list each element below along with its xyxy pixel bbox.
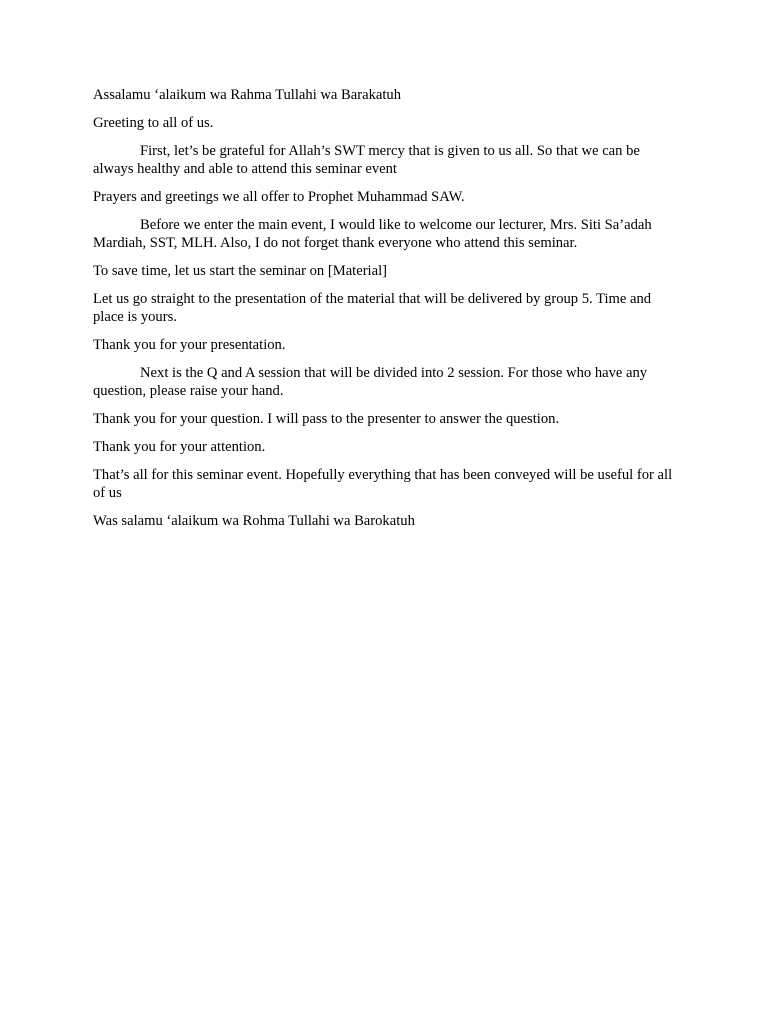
paragraph-thanks-attention: Thank you for your attention. (93, 439, 266, 455)
paragraph-opening-greeting: Assalamu ‘alaikum wa Rahma Tullahi wa Barakatuh (93, 87, 402, 103)
paragraph-thanks-presentation: Thank you for your presentation. (93, 337, 286, 353)
paragraph-thanks-question: Thank you for your question. I will pass to the presenter to answer the question. (93, 411, 560, 427)
paragraph-farewell: Was salamu ‘alaikum wa Rohma Tullahi wa Barokatuh (93, 513, 415, 529)
paragraph-start-seminar: To save time, let us start the seminar on [Material] (93, 263, 388, 279)
paragraph-presentation: Let us go straight to the presentation of the material that will be delivered by group 5. Time and place is yours. (93, 291, 652, 325)
document-body (93, 86, 677, 540)
paragraph-welcome: Before we enter the main event, I would like to welcome our lecturer, Mrs. Siti Sa’adah Mardiah, SST, MLH. Also, I do not forget thank everyone who attend this seminar. (93, 217, 652, 251)
paragraph-gratitude: First, let’s be grateful for Allah’s SWT mercy that is given to us all. So that we can be always healthy and able to attend this seminar event (93, 143, 640, 177)
paragraph-greeting: Greeting to all of us. (93, 115, 214, 131)
paragraph-prayers: Prayers and greetings we all offer to Prophet Muhammad SAW. (93, 189, 465, 205)
paragraph-qa-session: Next is the Q and A session that will be divided into 2 session. For those who have any question, please raise your hand. (93, 365, 648, 399)
paragraph-closing: That’s all for this seminar event. Hopefully everything that has been conveyed will be useful for all of us (93, 467, 673, 501)
